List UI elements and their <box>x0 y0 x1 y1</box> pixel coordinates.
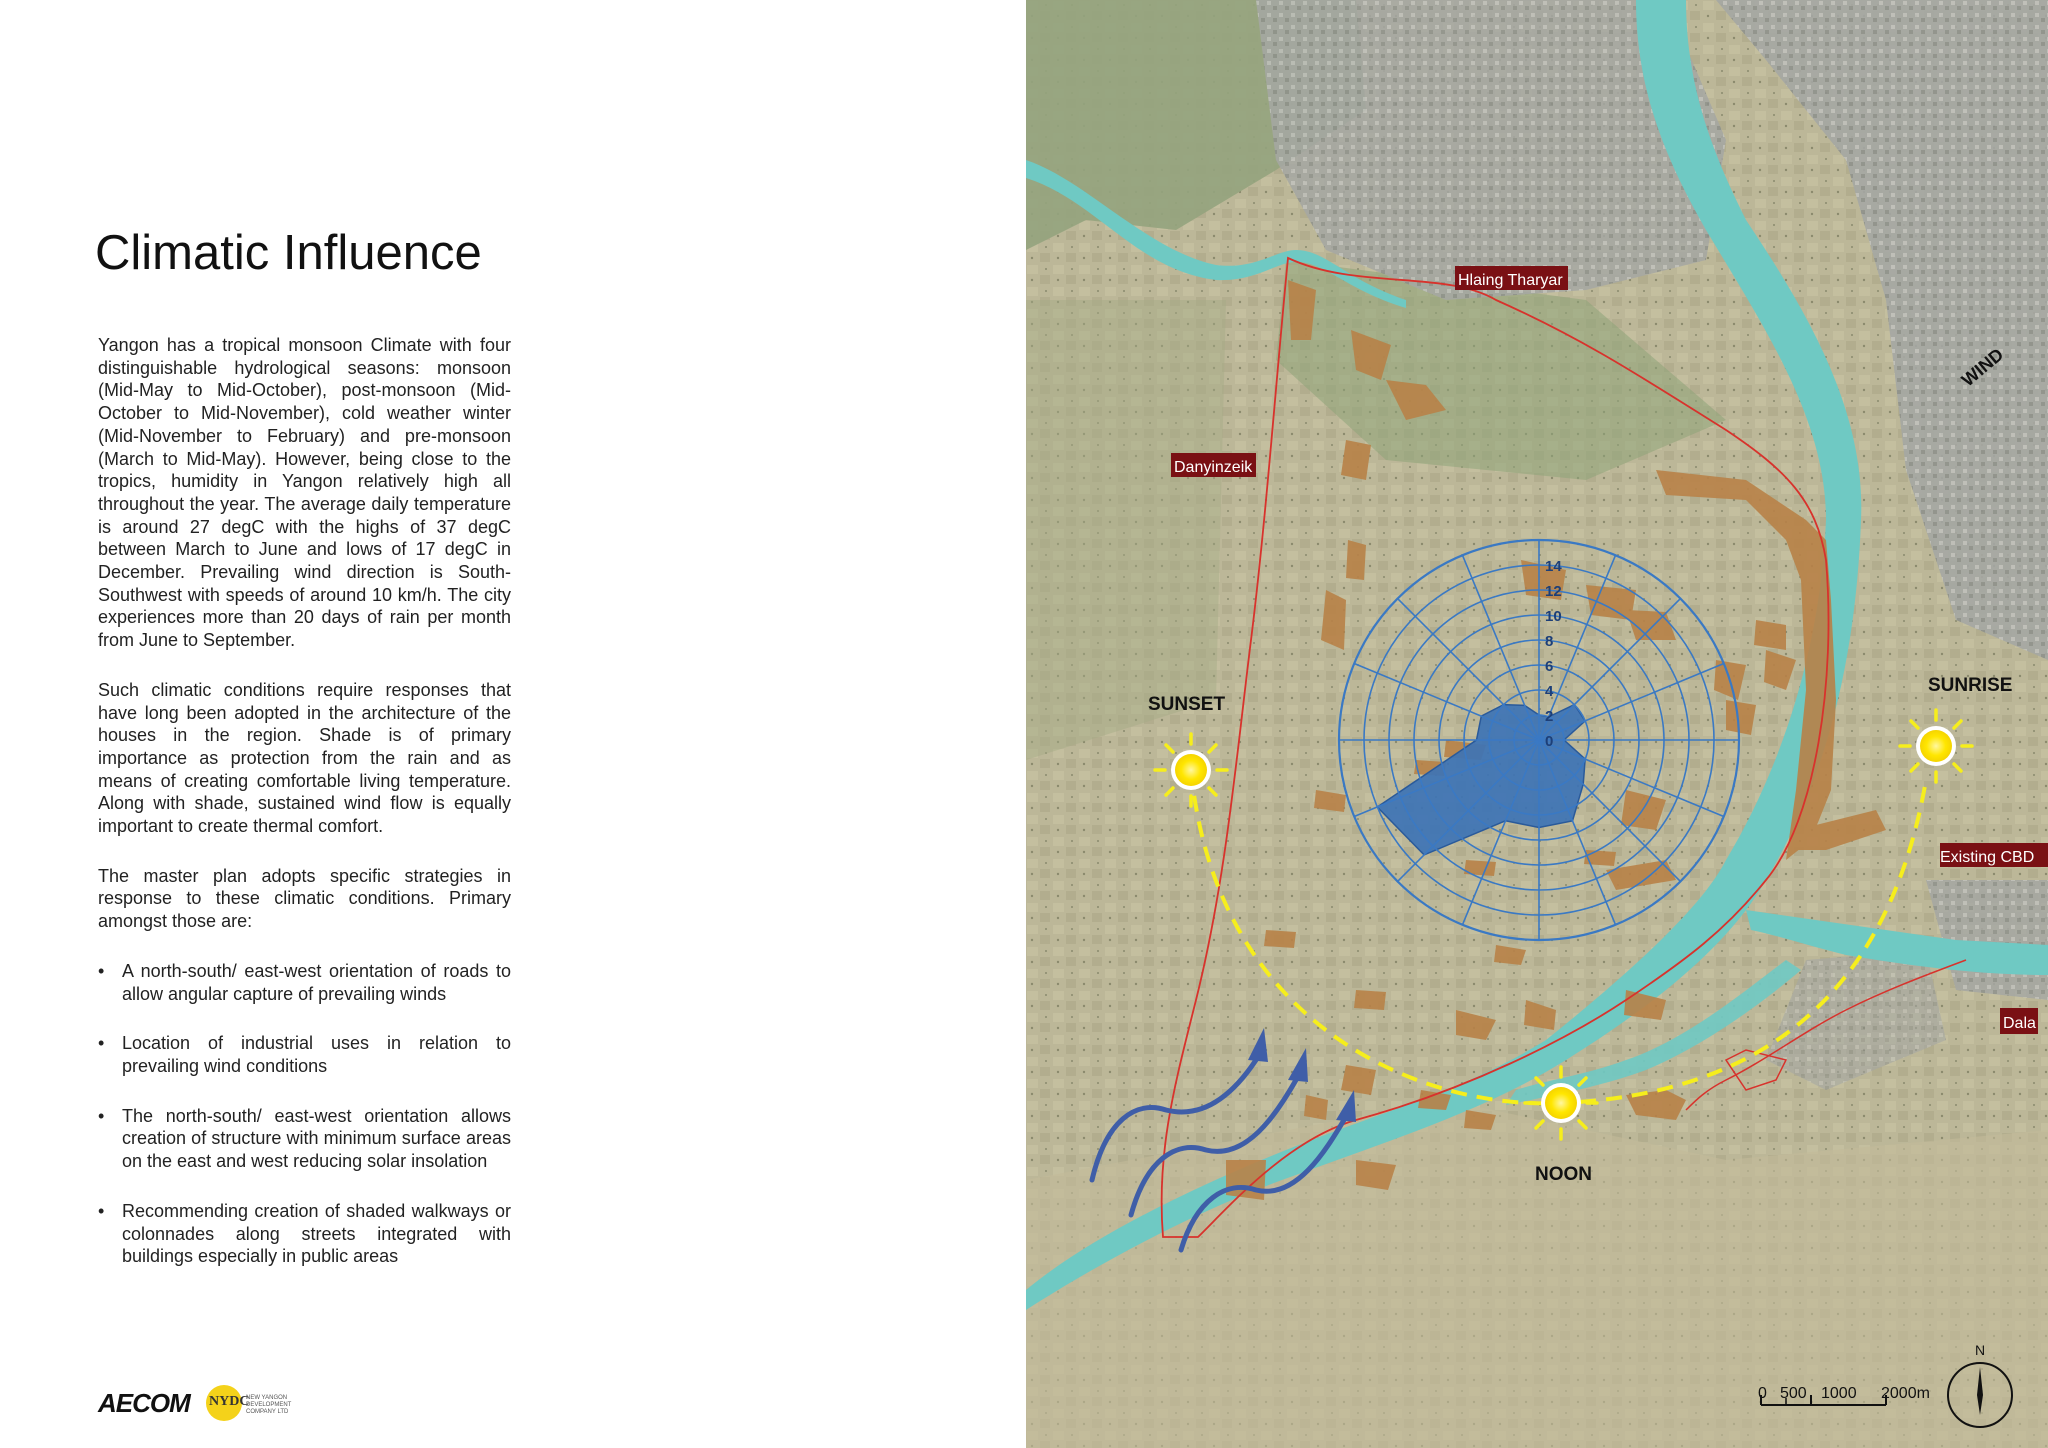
wind-rose-tick-label: 12 <box>1545 583 1562 600</box>
place-label-hlaing-tharyar <box>1455 266 1568 290</box>
noon-label: NOON <box>1535 1164 1592 1185</box>
sun-noon-icon <box>1525 1067 1597 1139</box>
page-title: Climatic Influence <box>95 226 482 280</box>
sunrise-label: SUNRISE <box>1928 675 2013 696</box>
nydc-logo <box>206 1383 302 1423</box>
aecom-logo: AECOM <box>98 1388 190 1418</box>
sun-sunrise-icon <box>1900 710 1972 782</box>
nydc-logo-subtitle: NEW YANGON DEVELOPMENT COMPANY LTD <box>246 1395 292 1415</box>
existing-cbd-label: Existing CBD <box>1940 849 2035 866</box>
vegetation-west <box>1026 300 1226 760</box>
list-item: • The north-south/ east-west orientation allows creation of structure with minimum surface areas on the east and west reducing solar insolation <box>98 1105 511 1173</box>
hlaing-tharyar-label: Hlaing Tharyar <box>1458 272 1563 289</box>
north-label: N <box>1975 1342 1986 1358</box>
wind-label: WIND <box>1957 344 2008 391</box>
wind-rose-tick-label: 10 <box>1545 608 1562 625</box>
scale-tick-label: 1000 <box>1821 1385 1857 1402</box>
list-item: • Recommending creation of shaded walkways or colonnades along streets integrated with buildings especially in public areas <box>98 1200 511 1268</box>
sun-sunset-icon <box>1155 734 1227 806</box>
place-label-danyinzeik <box>1171 453 1256 477</box>
sunset-label: SUNSET <box>1148 694 1226 715</box>
wind-rose-tick-label: 8 <box>1545 633 1554 650</box>
scale-tick-label: 2000m <box>1881 1385 1930 1402</box>
wind-rose-tick-label: 0 <box>1545 733 1554 750</box>
place-label-dala <box>2000 1008 2038 1034</box>
strategy-list <box>98 960 511 1268</box>
wind-rose-tick-label: 4 <box>1545 683 1554 700</box>
scale-tick-label: 0 <box>1758 1385 1767 1402</box>
dala-label: Dala <box>2003 1015 2036 1032</box>
map-canvas <box>1026 0 2048 1448</box>
scale-tick-label: 500 <box>1780 1385 1807 1402</box>
list-item: • A north-south/ east-west orientation of roads to allow angular capture of prevailing winds <box>98 960 511 1005</box>
wind-rose-tick-label: 14 <box>1545 558 1562 575</box>
paragraph-climate: Yangon has a tropical monsoon Climate with four distinguishable hydrological seasons: monsoon (Mid-May to Mid-October), post-monsoon (Mid-October to Mid-November), cold weather winter (Mid-November to February) and pre-monsoon (March to Mid-May). However, being close to the tropics, humidity in Yangon relatively high all throughout the year. The average daily temperature is around 27 degC with the highs of 37 degC between March to June and lows of 17 degC in December. Prevailing wind direction is South-Southwest with speeds of around 10 km/h. The city experiences more than 20 days of rain per month from June to September. <box>98 335 511 651</box>
site-map <box>1026 0 2048 1448</box>
paragraph-strategies: The master plan adopts specific strategies in response to these climatic conditions. Primary amongst those are: <box>98 865 511 932</box>
wind-rose <box>1339 540 1739 940</box>
body-text <box>98 334 511 1295</box>
wind-rose-tick-label: 2 <box>1545 708 1554 725</box>
place-label-existing-cbd <box>1940 843 2048 867</box>
paragraph-shade: Such climatic conditions require responses that have long been adopted in the architecture of the houses in the region. Shade is of primary importance as protection from the rain and as means of creating comfortable living temperature. Along with shade, sustained wind flow is equally important to create thermal comfort. <box>98 679 511 837</box>
wind-rose-tick-label: 6 <box>1545 658 1554 675</box>
danyinzeik-label: Danyinzeik <box>1174 459 1253 476</box>
list-item: • Location of industrial uses in relation to prevailing wind conditions <box>98 1032 511 1077</box>
nydc-logo-mark: NYDC <box>209 1394 250 1409</box>
